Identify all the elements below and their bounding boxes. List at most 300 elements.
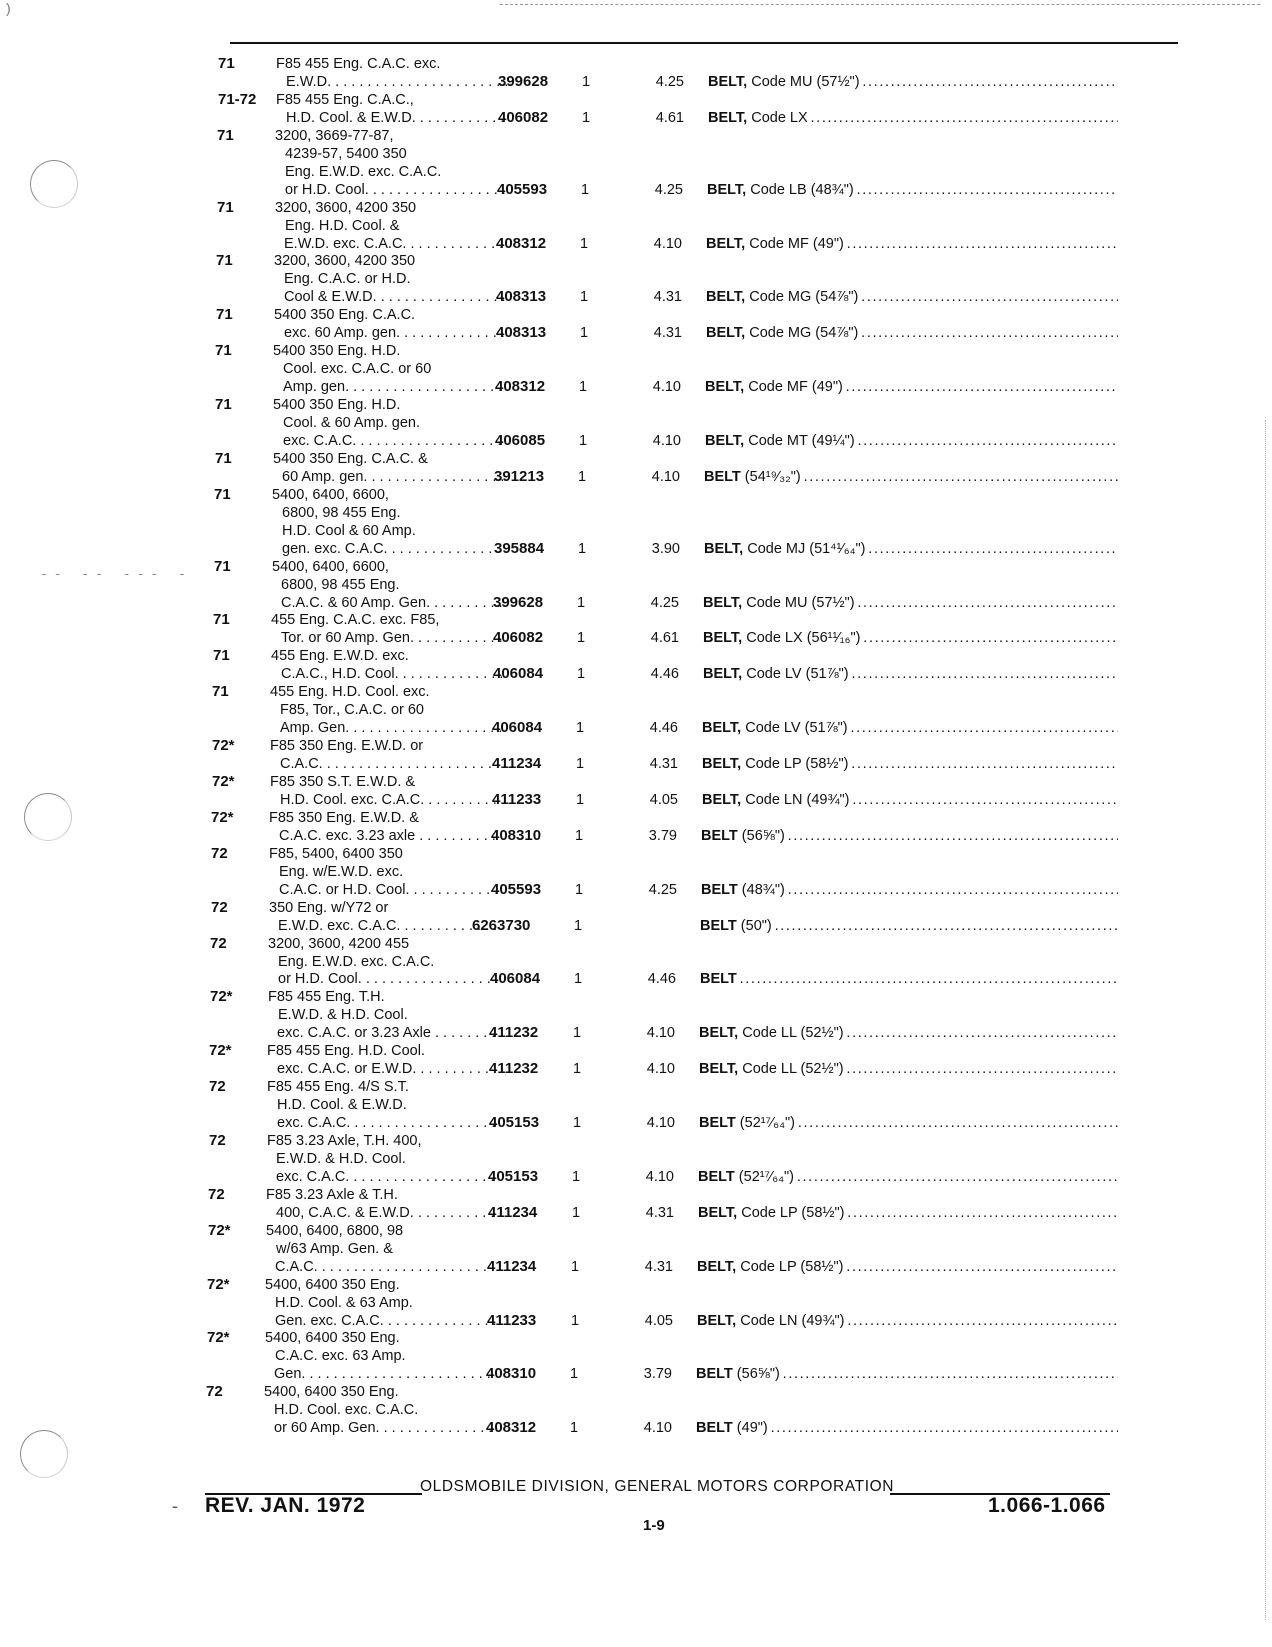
model-year: 72*	[210, 988, 233, 1006]
item-name	[705, 432, 1118, 450]
application-description: F85 3.23 Axle & T.H.	[266, 1186, 398, 1203]
application-description: w/63 Amp. Gen. &	[276, 1240, 393, 1257]
application-description: E.W.D. & H.D. Cool.	[276, 1150, 406, 1167]
application-description: E.W.D. exc. C.A.C. . . .	[278, 917, 500, 935]
entry-line	[0, 1258, 1272, 1276]
quantity: 1	[580, 235, 589, 252]
entry-line	[0, 809, 1272, 827]
item-spec: Code LX	[747, 109, 808, 126]
part-number: 406082	[498, 108, 549, 126]
list-price: 4.10	[646, 1115, 675, 1132]
item-keyword: BELT,	[706, 235, 746, 252]
entry-line	[0, 540, 1272, 558]
item-name	[701, 827, 1118, 845]
entry-line	[0, 611, 1272, 629]
quantity: 1	[572, 1168, 581, 1185]
leader-dots	[860, 74, 1118, 90]
part-number: 408313	[496, 288, 547, 306]
part-number: 406084	[493, 665, 544, 683]
entry-line	[0, 647, 1272, 665]
entry-line	[0, 1078, 1272, 1096]
application-description: Tor. or 60 Amp. Gen. . . .	[281, 629, 503, 647]
application-description: 4239-57, 5400 350	[285, 145, 407, 162]
entry-line	[0, 91, 1272, 109]
entry-line	[0, 827, 1272, 845]
entry-line	[0, 324, 1272, 342]
application-description: H.D. Cool. exc. C.A.C. . . .	[280, 791, 502, 809]
application-description: Cool & E.W.D. . . .	[284, 288, 506, 306]
application-description: 60 Amp. gen. . . .	[282, 468, 504, 486]
item-name	[708, 73, 1118, 91]
item-spec: (56⅝")	[732, 1366, 780, 1383]
entry-line	[0, 1060, 1272, 1078]
entry-line	[0, 701, 1272, 719]
entry-line	[0, 414, 1272, 432]
entry-line	[0, 522, 1272, 540]
application-description: or H.D. Cool. . . .	[285, 181, 507, 199]
item-spec: Code MU (57½")	[747, 73, 860, 90]
entry-line	[0, 629, 1272, 647]
item-name	[705, 378, 1118, 396]
leader-dots	[844, 1061, 1118, 1077]
entry-line	[0, 899, 1272, 917]
entry-line	[0, 55, 1272, 73]
application-description: 455 Eng. H.D. Cool. exc.	[270, 684, 430, 701]
list-price: 4.46	[647, 971, 676, 988]
application-description: E.W.D. & H.D. Cool.	[278, 1007, 408, 1024]
entry-line	[0, 1096, 1272, 1114]
entry-line	[0, 683, 1272, 701]
application-description: 3200, 3600, 4200 455	[268, 935, 410, 952]
leader-dots	[865, 541, 1118, 557]
part-number: 408310	[486, 1365, 537, 1383]
leader-dots	[848, 756, 1118, 772]
quantity: 1	[582, 109, 591, 126]
application-description: F85 350 Eng. E.W.D. &	[269, 809, 419, 826]
item-keyword: BELT,	[703, 666, 743, 683]
application-description: 3200, 3600, 4200 350	[275, 199, 417, 216]
quantity: 1	[581, 181, 590, 198]
item-name	[706, 235, 1118, 253]
quantity: 1	[580, 325, 589, 342]
application-description: F85 350 Eng. E.W.D. or	[270, 738, 424, 755]
part-number: 408310	[491, 826, 542, 844]
entry-line	[0, 1114, 1272, 1132]
entry-line	[0, 145, 1272, 163]
entry-line	[0, 1329, 1272, 1347]
list-price: 4.61	[655, 109, 684, 126]
application-description: E.W.D. . . .	[286, 73, 508, 91]
application-description: F85 455 Eng. 4/S S.T.	[267, 1079, 409, 1096]
entry-line	[0, 988, 1272, 1006]
model-year: 71	[216, 306, 233, 324]
application-description: 5400 350 Eng. H.D.	[273, 397, 401, 414]
quantity: 1	[573, 1115, 582, 1132]
leader-dots	[850, 792, 1118, 808]
application-description: Eng. w/E.W.D. exc.	[279, 863, 404, 880]
item-spec: Code LV (51⅞")	[741, 720, 848, 737]
item-keyword: BELT,	[707, 181, 747, 198]
item-spec: Code LN (49¾")	[741, 791, 850, 808]
part-number: 399628	[498, 72, 549, 90]
model-year: 72	[210, 934, 227, 952]
list-price: 3.79	[648, 827, 677, 844]
entry-line	[0, 1419, 1272, 1437]
quantity: 1	[578, 540, 587, 557]
list-price: 4.61	[650, 630, 679, 647]
entry-line	[0, 396, 1272, 414]
model-year: 72*	[208, 1221, 231, 1239]
entry-line	[0, 773, 1272, 791]
application-description: exc. C.A.C. . . .	[277, 1114, 499, 1132]
part-number: 408313	[496, 324, 547, 342]
entry-line	[0, 863, 1272, 881]
entry-line	[0, 1150, 1272, 1168]
item-keyword: BELT	[696, 1420, 733, 1437]
item-keyword: BELT,	[703, 630, 743, 647]
leader-dots	[844, 1025, 1118, 1041]
list-price: 4.46	[650, 666, 679, 683]
item-keyword: BELT,	[698, 1204, 738, 1221]
leader-dots	[845, 1313, 1118, 1329]
entry-line	[0, 270, 1272, 288]
application-description: Eng. E.W.D. exc. C.A.C.	[285, 163, 442, 180]
entry-line	[0, 881, 1272, 899]
leader-dots	[849, 666, 1118, 682]
leader-dots	[855, 433, 1118, 449]
list-price: 4.31	[653, 325, 682, 342]
quantity: 1	[579, 379, 588, 396]
item-name	[703, 594, 1118, 612]
item-name	[704, 540, 1118, 558]
item-name	[703, 665, 1118, 683]
application-description: H.D. Cool & 60 Amp.	[282, 522, 416, 539]
application-description: exc. C.A.C. or 3.23 Axle . . .	[277, 1024, 499, 1042]
model-year: 71	[218, 55, 235, 72]
quantity: 1	[570, 1366, 579, 1383]
item-spec: Code MJ (51⁴¹⁄₆₄")	[743, 540, 866, 557]
item-keyword: BELT,	[708, 73, 748, 90]
quantity: 1	[570, 1420, 579, 1437]
entry-line	[0, 1186, 1272, 1204]
item-keyword: BELT,	[705, 432, 745, 449]
model-year: 71	[214, 485, 231, 503]
item-name	[700, 970, 1118, 988]
item-name	[698, 1168, 1118, 1186]
application-description: F85, 5400, 6400 350	[269, 845, 403, 862]
item-keyword: BELT,	[699, 1061, 739, 1078]
quantity: 1	[576, 756, 585, 773]
entry-line	[0, 737, 1272, 755]
application-description: F85 350 S.T. E.W.D. &	[270, 774, 416, 790]
application-description: C.A.C. exc. 63 Amp.	[275, 1348, 406, 1365]
item-spec: Code MF (49")	[744, 379, 843, 396]
item-spec: Code LB (48¾")	[746, 181, 854, 198]
item-spec: Code MG (54⅞")	[745, 325, 859, 342]
application-description: 350 Eng. w/Y72 or	[269, 899, 389, 916]
part-number: 411233	[492, 790, 542, 808]
quantity: 1	[576, 720, 585, 737]
model-year: 71	[213, 611, 230, 629]
item-spec: (48¾")	[737, 881, 785, 898]
application-description: H.D. Cool. exc. C.A.C.	[274, 1402, 419, 1419]
quantity: 1	[573, 1025, 582, 1042]
entry-line	[0, 306, 1272, 324]
quantity: 1	[577, 594, 586, 611]
leader-dots	[843, 379, 1118, 395]
model-year: 71	[212, 683, 229, 701]
part-number: 399628	[493, 593, 544, 611]
quantity: 1	[577, 630, 586, 647]
application-description: exc. 60 Amp. gen. . . .	[284, 324, 506, 342]
application-description: 5400, 6400, 6800, 98	[266, 1222, 404, 1239]
list-price: 4.10	[645, 1168, 674, 1185]
entry-line	[0, 252, 1272, 270]
item-keyword: BELT,	[702, 756, 742, 773]
application-description: 455 Eng. C.A.C. exc. F85,	[271, 612, 440, 629]
application-description: exc. C.A.C. or E.W.D. . . .	[277, 1060, 499, 1078]
item-name	[701, 881, 1118, 899]
list-price: 4.31	[644, 1258, 673, 1275]
entry-line	[0, 486, 1272, 504]
model-year: 71	[216, 252, 233, 270]
application-description: Cool. & 60 Amp. gen.	[283, 415, 421, 431]
item-spec: Code LX (56¹¹⁄₁₆")	[742, 630, 861, 647]
item-name	[699, 1024, 1118, 1042]
application-description: F85 455 Eng. C.A.C. exc.	[276, 56, 441, 72]
model-year: 72	[206, 1383, 223, 1401]
item-name	[706, 324, 1118, 342]
item-spec: Code MG (54⅞")	[745, 289, 859, 306]
item-keyword: BELT,	[706, 325, 746, 342]
entry-line	[0, 73, 1272, 91]
item-keyword: BELT,	[703, 594, 743, 611]
entry-line	[0, 1294, 1272, 1312]
leader-dots	[772, 918, 1118, 934]
list-price: 4.10	[646, 1061, 675, 1078]
application-description: 5400, 6400 350 Eng.	[265, 1330, 400, 1347]
part-number: 405153	[488, 1167, 539, 1185]
part-number: 6263730	[472, 916, 531, 934]
application-description: H.D. Cool. & E.W.D.	[277, 1097, 407, 1114]
entry-line	[0, 235, 1272, 253]
application-description: 455 Eng. E.W.D. exc.	[271, 648, 409, 665]
model-year: 72*	[207, 1275, 230, 1293]
model-year: 71	[215, 396, 232, 414]
list-price: 4.10	[646, 1025, 675, 1042]
application-description: 5400 350 Eng. C.A.C. &	[273, 450, 428, 467]
model-year: 72	[209, 1078, 226, 1096]
item-keyword: BELT	[698, 1168, 735, 1185]
entry-line	[0, 468, 1272, 486]
application-description: 6800, 98 455 Eng.	[282, 504, 401, 521]
entry-line	[0, 1168, 1272, 1186]
entry-line	[0, 163, 1272, 181]
entry-line	[0, 288, 1272, 306]
application-description: Gen. . . .	[274, 1365, 496, 1383]
item-spec: Code MT (49¼")	[744, 432, 855, 449]
application-description: F85, Tor., C.A.C. or 60	[280, 702, 424, 719]
application-description: 400, C.A.C. & E.W.D. . . .	[276, 1204, 498, 1222]
part-number: 395884	[494, 539, 545, 557]
entry-line	[0, 576, 1272, 594]
part-number: 406084	[490, 970, 541, 988]
item-keyword: BELT	[696, 1366, 733, 1383]
model-year: 72*	[209, 1042, 232, 1060]
quantity: 1	[578, 468, 587, 485]
entry-line	[0, 755, 1272, 773]
list-price: 3.90	[651, 540, 680, 557]
entry-line	[0, 594, 1272, 612]
quantity: 1	[571, 1312, 580, 1329]
application-description: or H.D. Cool. . . .	[278, 970, 500, 988]
entry-line	[0, 450, 1272, 468]
quantity: 1	[579, 432, 588, 449]
entry-line	[0, 665, 1272, 683]
entry-line	[0, 378, 1272, 396]
quantity: 1	[576, 791, 585, 808]
entry-line	[0, 1024, 1272, 1042]
list-price: 4.31	[645, 1204, 674, 1221]
part-number: 411234	[492, 755, 542, 773]
item-spec: (56⅝")	[737, 827, 785, 844]
list-price: 4.25	[648, 881, 677, 898]
item-spec: (49")	[732, 1420, 768, 1437]
model-year: 72*	[212, 773, 235, 790]
item-spec: Code LP (58½")	[736, 1258, 844, 1275]
item-keyword: BELT	[701, 827, 738, 844]
item-spec: (50")	[736, 917, 772, 934]
list-price: 4.10	[643, 1420, 672, 1437]
application-description: H.D. Cool. & E.W.D. . . .	[286, 109, 508, 127]
entry-line	[0, 1401, 1272, 1419]
list-price: 4.05	[644, 1312, 673, 1329]
application-description: C.A.C. . . .	[280, 755, 502, 773]
entry-line	[0, 432, 1272, 450]
application-description: exc. C.A.C. . . .	[276, 1168, 498, 1186]
entry-line	[0, 719, 1272, 737]
item-keyword: BELT,	[702, 720, 742, 737]
model-year: 71	[217, 198, 234, 216]
item-keyword: BELT,	[702, 791, 742, 808]
application-description: Eng. E.W.D. exc. C.A.C.	[278, 953, 435, 970]
part-number: 408312	[495, 378, 546, 396]
list-price: 4.25	[650, 594, 679, 611]
list-price: 4.10	[652, 432, 681, 449]
item-keyword: BELT,	[705, 379, 745, 396]
entry-line	[0, 109, 1272, 127]
item-name	[696, 1365, 1118, 1383]
item-keyword: BELT	[704, 468, 741, 485]
quantity: 1	[573, 1061, 582, 1078]
application-description: C.A.C., H.D. Cool. . . .	[281, 665, 503, 683]
list-price: 4.31	[653, 289, 682, 306]
application-description: Eng. H.D. Cool. &	[285, 217, 400, 234]
application-description: 5400, 6400, 6600,	[272, 486, 389, 503]
part-number: 408312	[496, 234, 547, 252]
item-keyword: BELT,	[697, 1312, 737, 1329]
scan-cut-marks: -- -- --- -	[40, 567, 192, 582]
part-number: 411234	[487, 1257, 537, 1275]
item-keyword: BELT,	[706, 289, 746, 306]
item-keyword: BELT	[701, 881, 738, 898]
item-keyword: BELT,	[699, 1025, 739, 1042]
application-description: C.A.C. or H.D. Cool. . . .	[279, 881, 501, 899]
entry-line	[0, 917, 1272, 935]
part-number: 411232	[489, 1060, 539, 1078]
list-price: 4.05	[649, 791, 678, 808]
item-spec: (52¹⁷⁄₆₄")	[734, 1168, 795, 1185]
model-year: 71	[213, 647, 230, 665]
part-number: 391213	[494, 467, 545, 485]
item-name	[699, 1114, 1118, 1132]
application-description: 5400, 6400 350 Eng.	[264, 1384, 399, 1401]
section-number: 1.066-1.066	[988, 1494, 1106, 1517]
part-number: 405593	[491, 880, 542, 898]
entry-line	[0, 845, 1272, 863]
item-spec: Code LV (51⅞")	[742, 666, 849, 683]
application-description: H.D. Cool. & 63 Amp.	[275, 1294, 413, 1311]
leader-dots	[808, 110, 1118, 126]
quantity: 1	[580, 289, 589, 306]
part-number: 411232	[489, 1024, 539, 1042]
entry-line	[0, 558, 1272, 576]
item-name	[708, 109, 1118, 127]
item-keyword: BELT	[700, 917, 737, 934]
entry-line	[0, 1204, 1272, 1222]
part-number: 411234	[488, 1203, 538, 1221]
part-number: 405153	[489, 1114, 540, 1132]
entry-line	[0, 1312, 1272, 1330]
quantity: 1	[575, 881, 584, 898]
model-year: 72	[208, 1185, 225, 1203]
quantity: 1	[577, 666, 586, 683]
item-name	[699, 1060, 1118, 1078]
application-description: gen. exc. C.A.C. . . .	[282, 540, 504, 558]
entry-line	[0, 970, 1272, 988]
item-keyword: BELT,	[704, 540, 744, 557]
item-name	[704, 468, 1118, 486]
application-description: Amp. Gen. . . .	[280, 719, 502, 737]
model-year: 71	[217, 126, 234, 144]
model-year: 72*	[212, 737, 235, 755]
item-keyword: BELT,	[697, 1258, 737, 1275]
model-year: 72	[211, 898, 228, 916]
item-spec: Code LP (58½")	[741, 756, 849, 773]
leader-dots	[780, 1366, 1118, 1382]
entry-line	[0, 127, 1272, 145]
leader-dots	[844, 1205, 1118, 1221]
quantity: 1	[582, 73, 591, 90]
entry-line	[0, 181, 1272, 199]
part-number: 408312	[486, 1419, 537, 1437]
page-number: 1-9	[643, 1517, 665, 1534]
item-spec: Code MU (57½")	[742, 594, 855, 611]
entry-line	[0, 199, 1272, 217]
application-description: E.W.D. exc. C.A.C. . . .	[284, 235, 506, 253]
model-year: 71-72	[218, 90, 257, 108]
footer-corporation: OLDSMOBILE DIVISION, GENERAL MOTORS CORPORATION	[420, 1478, 895, 1495]
quantity: 1	[571, 1258, 580, 1275]
part-number: 406085	[495, 431, 546, 449]
leader-dots	[858, 325, 1118, 341]
application-description: F85 455 Eng. C.A.C.,	[276, 91, 414, 108]
list-price: 4.46	[649, 720, 678, 737]
entry-line	[0, 1383, 1272, 1401]
entry-line	[0, 1276, 1272, 1294]
footer-mark: -	[172, 1496, 178, 1516]
item-name	[697, 1258, 1118, 1276]
